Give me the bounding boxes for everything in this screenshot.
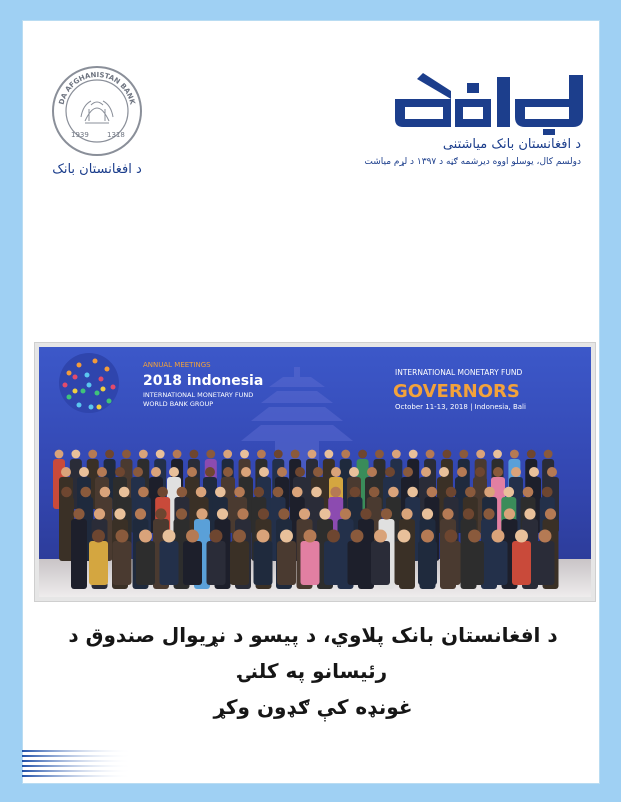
- delegate-head: [217, 508, 228, 519]
- delegate-head: [544, 450, 553, 459]
- delegate-head: [258, 508, 269, 519]
- delegate-head: [308, 450, 317, 459]
- delegate-head: [196, 508, 207, 519]
- delegate-body: [136, 541, 155, 585]
- delegate-head: [156, 450, 165, 459]
- delegate-head: [476, 450, 485, 459]
- delegate-head: [274, 450, 283, 459]
- delegate-head: [135, 508, 146, 519]
- delegate-body: [512, 541, 531, 585]
- delegate-body: [371, 541, 390, 585]
- delegate-head: [273, 487, 284, 498]
- delegate-body: [277, 541, 296, 585]
- delegate-head: [351, 530, 364, 543]
- delegate-head: [529, 467, 539, 477]
- delegate-head: [511, 467, 521, 477]
- delegate-head: [426, 450, 435, 459]
- delegate-head: [100, 487, 111, 498]
- delegate-body: [71, 519, 87, 589]
- delegate-head: [510, 450, 519, 459]
- delegate-head: [61, 487, 72, 498]
- delegate-head: [88, 450, 97, 459]
- delegate-body: [442, 541, 461, 585]
- delegate-head: [105, 450, 114, 459]
- delegate-head: [151, 467, 161, 477]
- delegate-head: [259, 467, 269, 477]
- delegate-body: [183, 541, 202, 585]
- delegate-body: [230, 541, 249, 585]
- delegate-head: [278, 508, 289, 519]
- delegate-body: [254, 541, 273, 585]
- delegate-head: [350, 487, 361, 498]
- delegate-head: [409, 450, 418, 459]
- delegate-body: [418, 541, 437, 585]
- org-line-2: WORLD BANK GROUP: [143, 400, 214, 408]
- delegate-head: [173, 450, 182, 459]
- delegate-head: [515, 530, 528, 543]
- delegate-head: [375, 450, 384, 459]
- delegate-head: [116, 530, 129, 543]
- delegate-head: [340, 508, 351, 519]
- delegate-head: [427, 487, 438, 498]
- delegate-head: [527, 450, 536, 459]
- delegate-head: [358, 450, 367, 459]
- delegate-body: [395, 541, 414, 585]
- delegate-head: [257, 450, 266, 459]
- delegate-head: [73, 508, 84, 519]
- headline: [43, 617, 583, 725]
- delegate-head: [439, 467, 449, 477]
- delegate-head: [524, 508, 535, 519]
- delegate-head: [392, 450, 401, 459]
- imf-label: INTERNATIONAL MONETARY FUND: [395, 368, 523, 377]
- headline-line-2: غونډه کې ګډون وکړ: [213, 695, 413, 719]
- delegate-head: [186, 530, 199, 543]
- delegate-head: [493, 450, 502, 459]
- delegate-head: [292, 487, 303, 498]
- delegate-head: [223, 450, 232, 459]
- delegate-head: [545, 508, 556, 519]
- group-photo-illustration: [39, 347, 591, 597]
- delegate-head: [277, 467, 287, 477]
- delegate-head: [291, 450, 300, 459]
- delegate-head: [196, 487, 207, 498]
- bank-seal-logo: [51, 65, 143, 157]
- delegate-head: [122, 450, 131, 459]
- delegate-head: [484, 487, 495, 498]
- delegate-head: [311, 487, 322, 498]
- delegate-head: [421, 530, 434, 543]
- delegate-head: [341, 450, 350, 459]
- delegate-head: [547, 467, 557, 477]
- delegate-body: [89, 541, 108, 585]
- governors-title: GOVERNORS: [393, 381, 520, 402]
- year-city-label: 2018 indonesia: [143, 373, 264, 389]
- delegate-head: [92, 530, 105, 543]
- delegate-head: [97, 467, 107, 477]
- delegate-head: [71, 450, 80, 459]
- delegate-head: [155, 508, 166, 519]
- delegate-head: [398, 530, 411, 543]
- delegate-body: [348, 541, 367, 585]
- delegate-head: [493, 467, 503, 477]
- delegate-head: [240, 450, 249, 459]
- delegate-head: [492, 530, 505, 543]
- dates-place-label: October 11-13, 2018 | Indonesia, Bali: [395, 403, 526, 411]
- delegate-head: [61, 467, 71, 477]
- issue-line: دولسم کال، یوسلو اووه دیرشمه ګڼه د ۱۳۹۷ د لړم میاشت: [364, 157, 581, 167]
- delegate-head: [542, 487, 553, 498]
- delegate-head: [299, 508, 310, 519]
- delegates-crowd: [53, 450, 559, 589]
- seal-caption: د افغانستان بانک: [52, 162, 142, 177]
- delegate-body: [536, 541, 555, 585]
- delegate-head: [385, 467, 395, 477]
- delegate-body: [301, 541, 320, 585]
- delegate-head: [133, 467, 143, 477]
- delegate-head: [349, 467, 359, 477]
- delegate-head: [330, 487, 341, 498]
- delegate-head: [465, 487, 476, 498]
- cover-photo: [35, 343, 595, 601]
- delegate-head: [313, 467, 323, 477]
- delegate-head: [388, 487, 399, 498]
- delegate-head: [257, 530, 270, 543]
- delegate-head: [442, 508, 453, 519]
- imf-globe-icon: [59, 353, 119, 413]
- delegate-body: [465, 541, 484, 585]
- delegate-head: [446, 487, 457, 498]
- delegate-head: [443, 450, 452, 459]
- delegate-head: [523, 487, 534, 498]
- delegate-head: [233, 530, 246, 543]
- delegate-head: [463, 508, 474, 519]
- cover-page: [22, 20, 600, 784]
- delegate-head: [163, 530, 176, 543]
- delegate-body: [324, 541, 343, 585]
- delegate-head: [374, 530, 387, 543]
- delegate-head: [237, 508, 248, 519]
- seal-ring-text: DA AFGHANISTAN BANK: [57, 70, 137, 106]
- delegate-head: [114, 508, 125, 519]
- delegate-head: [459, 450, 468, 459]
- delegate-head: [176, 508, 187, 519]
- delegate-head: [504, 487, 515, 498]
- delegate-head: [241, 467, 251, 477]
- delegate-head: [504, 508, 515, 519]
- delegate-head: [403, 467, 413, 477]
- delegate-head: [234, 487, 245, 498]
- delegate-head: [280, 530, 293, 543]
- delegate-head: [475, 467, 485, 477]
- delegate-head: [381, 508, 392, 519]
- delegate-head: [254, 487, 265, 498]
- delegate-head: [223, 467, 233, 477]
- delegate-body: [160, 541, 179, 585]
- delegate-head: [539, 530, 552, 543]
- delegate-body: [207, 541, 226, 585]
- delegate-head: [407, 487, 418, 498]
- headline-line-1: د افغانستان بانک پلاوي، د پیسو د نړیوال صندوق د رئیسانو په کلنۍ: [68, 623, 558, 683]
- delegate-head: [119, 487, 130, 498]
- seal-year-left: 1939: [71, 131, 89, 139]
- delegate-head: [304, 530, 317, 543]
- banak-wordmark-logo: [393, 69, 583, 135]
- delegate-head: [324, 450, 333, 459]
- delegate-head: [177, 487, 188, 498]
- delegate-head: [139, 450, 148, 459]
- delegate-head: [319, 508, 330, 519]
- delegate-head: [422, 508, 433, 519]
- delegate-head: [367, 467, 377, 477]
- delegate-head: [94, 508, 105, 519]
- seal-year-right: 1318: [107, 131, 125, 139]
- delegate-head: [215, 487, 226, 498]
- delegate-head: [205, 467, 215, 477]
- delegate-head: [483, 508, 494, 519]
- delegate-body: [113, 541, 132, 585]
- delegate-head: [138, 487, 149, 498]
- delegate-head: [360, 508, 371, 519]
- delegate-head: [80, 487, 91, 498]
- org-line-1: INTERNATIONAL MONETARY FUND: [143, 391, 254, 399]
- delegate-head: [401, 508, 412, 519]
- delegate-head: [55, 450, 64, 459]
- delegate-head: [190, 450, 199, 459]
- delegate-head: [295, 467, 305, 477]
- delegate-head: [210, 530, 223, 543]
- delegate-head: [421, 467, 431, 477]
- delegate-head: [369, 487, 380, 498]
- delegate-head: [115, 467, 125, 477]
- delegate-head: [445, 530, 458, 543]
- delegate-body: [489, 541, 508, 585]
- delegate-head: [157, 487, 168, 498]
- annual-meetings-label: ANNUAL MEETINGS: [143, 361, 211, 369]
- delegate-head: [169, 467, 179, 477]
- delegate-head: [457, 467, 467, 477]
- delegate-head: [331, 467, 341, 477]
- delegate-head: [187, 467, 197, 477]
- masthead-subtitle: د افغانستان بانک میاشتنی: [442, 137, 581, 152]
- delegate-head: [468, 530, 481, 543]
- delegate-head: [327, 530, 340, 543]
- delegate-head: [206, 450, 215, 459]
- delegate-head: [139, 530, 152, 543]
- delegate-head: [79, 467, 89, 477]
- decorative-stripes: [22, 748, 132, 782]
